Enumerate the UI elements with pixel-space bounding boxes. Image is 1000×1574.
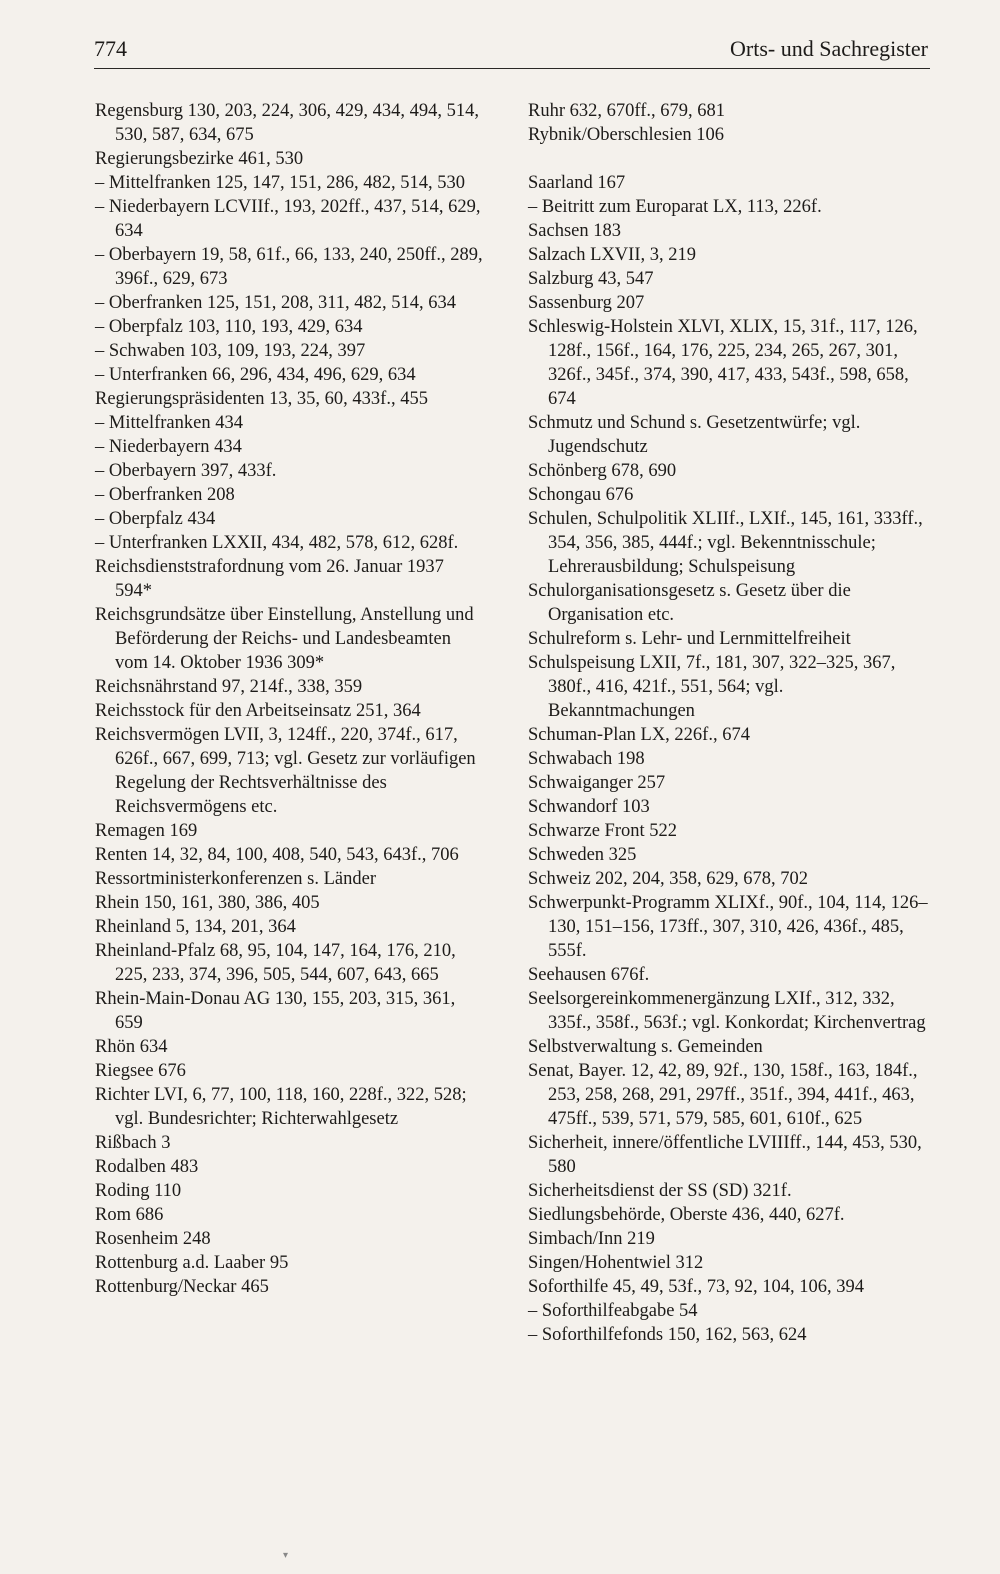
page-number: 774 <box>94 36 127 61</box>
index-entry: Rottenburg a.d. Laaber 95 <box>95 1253 289 1273</box>
index-entry: Selbstverwaltung s. Gemeinden <box>528 1037 763 1057</box>
index-entry: – Oberfranken 125, 151, 208, 311, 482, 514, 634 <box>95 293 457 313</box>
index-entry: Ressortministerkonferenzen s. Länder <box>95 869 377 889</box>
index-entry: Rosenheim 248 <box>95 1229 211 1249</box>
index-entry: Rhein-Main-Donau AG 130, 155, 203, 315, 361, 659 <box>95 989 456 1033</box>
index-entry: – Schwaben 103, 109, 193, 224, 397 <box>95 341 366 361</box>
index-entry: – Mittelfranken 125, 147, 151, 286, 482, 514, 530 <box>95 173 465 193</box>
index-entry: Regierungsbezirke 461, 530 <box>95 149 304 169</box>
page-mark: ▾ <box>283 1550 289 1561</box>
index-entry: Schwandorf 103 <box>528 797 650 817</box>
index-entry: – Unterfranken 66, 296, 434, 496, 629, 634 <box>95 365 416 385</box>
index-entry: Schmutz und Schund s. Gesetzentwürfe; vgl. Jugendschutz <box>528 413 861 457</box>
index-entry: Reichsgrundsätze über Einstellung, Anstellung und Beförderung der Reichs- und Landesbeamten vom 14. Oktober 1936 309* <box>95 605 474 673</box>
index-entry: Ruhr 632, 670ff., 679, 681 <box>528 101 725 121</box>
index-entry: Schulorganisationsgesetz s. Gesetz über die Organisation etc. <box>528 581 851 625</box>
letter-group-gap <box>528 147 932 171</box>
index-entry: Sicherheitsdienst der SS (SD) 321f. <box>528 1181 792 1201</box>
index-entry: – Oberpfalz 434 <box>95 509 216 529</box>
index-entry: Soforthilfe 45, 49, 53f., 73, 92, 104, 106, 394 <box>528 1277 865 1297</box>
index-entry: Singen/Hohentwiel 312 <box>528 1253 704 1273</box>
index-entry: – Oberbayern 397, 433f. <box>95 461 277 481</box>
index-entry: Regierungspräsidenten 13, 35, 60, 433f., 455 <box>95 389 428 409</box>
index-entry: Rybnik/Oberschlesien 106 <box>528 125 725 145</box>
index-entry: Senat, Bayer. 12, 42, 89, 92f., 130, 158f., 163, 184f., 253, 258, 268, 291, 297ff., 351f., 394, 441f., 463, 475ff., 539, 571, 579, 585, 601, 610f., 625 <box>528 1061 918 1129</box>
index-entry: Schwarze Front 522 <box>528 821 677 841</box>
index-entry: Reichsdienststrafordnung vom 26. Januar 1937 594* <box>95 557 444 601</box>
index-entry: Siedlungsbehörde, Oberste 436, 440, 627f. <box>528 1205 845 1225</box>
index-entry: – Unterfranken LXXII, 434, 482, 578, 612, 628f. <box>95 533 459 553</box>
index-entry: Riegsee 676 <box>95 1061 186 1081</box>
index-entry: Remagen 169 <box>95 821 198 841</box>
index-column-right <box>528 99 932 1347</box>
index-entry: Schulspeisung LXII, 7f., 181, 307, 322–325, 367, 380f., 416, 421f., 551, 564; vgl. Bekanntmachungen <box>528 653 896 721</box>
index-entry: Reichsnährstand 97, 214f., 338, 359 <box>95 677 363 697</box>
index-entry: Schuman-Plan LX, 226f., 674 <box>528 725 750 745</box>
index-entry: Schleswig-Holstein XLVI, XLIX, 15, 31f., 117, 126, 128f., 156f., 164, 176, 225, 234, 265, 267, 301, 326f., 345f., 374, 390, 417, 433, 543f., 598, 658, 674 <box>528 317 918 409</box>
index-entry: Rheinland 5, 134, 201, 364 <box>95 917 296 937</box>
index-entry: Schweiz 202, 204, 358, 629, 678, 702 <box>528 869 809 889</box>
index-entry: Saarland 167 <box>528 173 626 193</box>
index-entry: Salzburg 43, 547 <box>528 269 654 289</box>
index-entry: Seehausen 676f. <box>528 965 650 985</box>
index-entry: Rodalben 483 <box>95 1157 199 1177</box>
index-entry: Reichsvermögen LVII, 3, 124ff., 220, 374f., 617, 626f., 667, 699, 713; vgl. Gesetz zur vorläufigen Regelung der Rechtsverhältnisse des Reichsvermögens etc. <box>95 725 476 817</box>
index-entry: Rhön 634 <box>95 1037 168 1057</box>
index-entry: Schongau 676 <box>528 485 634 505</box>
index-entry: Schulreform s. Lehr- und Lernmittelfreiheit <box>528 629 851 649</box>
index-entry: Roding 110 <box>95 1181 182 1201</box>
page-header <box>94 34 930 69</box>
index-entry: – Beitritt zum Europarat LX, 113, 226f. <box>528 197 822 217</box>
index-entry: – Niederbayern LCVIIf., 193, 202ff., 437, 514, 629, 634 <box>95 197 481 241</box>
index-entry: Rom 686 <box>95 1205 164 1225</box>
index-entry: Seelsorgereinkommenergänzung LXIf., 312, 332, 335f., 358f., 563f.; vgl. Konkordat; Kirchenvertrag <box>528 989 926 1033</box>
index-entry: Schweden 325 <box>528 845 637 865</box>
index-entry: Simbach/Inn 219 <box>528 1229 655 1249</box>
index-entry: Sassenburg 207 <box>528 293 645 313</box>
index-entry: – Soforthilfeabgabe 54 <box>528 1301 698 1321</box>
index-entry: Schwaiganger 257 <box>528 773 666 793</box>
index-entry: Rißbach 3 <box>95 1133 171 1153</box>
running-head: Orts- und Sachregister <box>730 36 928 61</box>
index-entry: Rheinland-Pfalz 68, 95, 104, 147, 164, 176, 210, 225, 233, 374, 396, 505, 544, 607, 643, 665 <box>95 941 456 985</box>
index-entry: Schwabach 198 <box>528 749 645 769</box>
index-entry: – Soforthilfefonds 150, 162, 563, 624 <box>528 1325 807 1345</box>
index-entry: Richter LVI, 6, 77, 100, 118, 160, 228f., 322, 528; vgl. Bundesrichter; Richterwahlgesetz <box>95 1085 467 1129</box>
index-group-r <box>528 99 932 147</box>
index-entry: – Oberpfalz 103, 110, 193, 429, 634 <box>95 317 363 337</box>
index-entry: – Mittelfranken 434 <box>95 413 243 433</box>
index-entry: Salzach LXVII, 3, 219 <box>528 245 696 265</box>
index-entry: – Oberbayern 19, 58, 61f., 66, 133, 240, 250ff., 289, 396f., 629, 673 <box>95 245 483 289</box>
index-entry: Regensburg 130, 203, 224, 306, 429, 434, 494, 514, 530, 587, 634, 675 <box>95 101 480 145</box>
index-entry: – Oberfranken 208 <box>95 485 235 505</box>
index-entry: – Niederbayern 434 <box>95 437 242 457</box>
index-entry: Reichsstock für den Arbeitseinsatz 251, 364 <box>95 701 421 721</box>
index-entry: Schwerpunkt-Programm XLIXf., 90f., 104, 114, 126–130, 151–156, 173ff., 307, 310, 426, 436f., 485, 555f. <box>528 893 928 961</box>
index-entry: Rhein 150, 161, 380, 386, 405 <box>95 893 320 913</box>
index-group-s <box>528 171 932 1347</box>
index-entry: Sachsen 183 <box>528 221 621 241</box>
index-entry: Schönberg 678, 690 <box>528 461 677 481</box>
index-entry: Renten 14, 32, 84, 100, 408, 540, 543, 643f., 706 <box>95 845 459 865</box>
index-entry: Sicherheit, innere/öffentliche LVIIIff., 144, 453, 530, 580 <box>528 1133 922 1177</box>
index-entry: Schulen, Schulpolitik XLIIf., LXIf., 145, 161, 333ff., 354, 356, 385, 444f.; vgl. Bekenntnisschule; Lehrerausbildung; Schulspeisung <box>528 509 923 577</box>
index-entry: Rottenburg/Neckar 465 <box>95 1277 269 1297</box>
index-column-left <box>95 99 485 1299</box>
